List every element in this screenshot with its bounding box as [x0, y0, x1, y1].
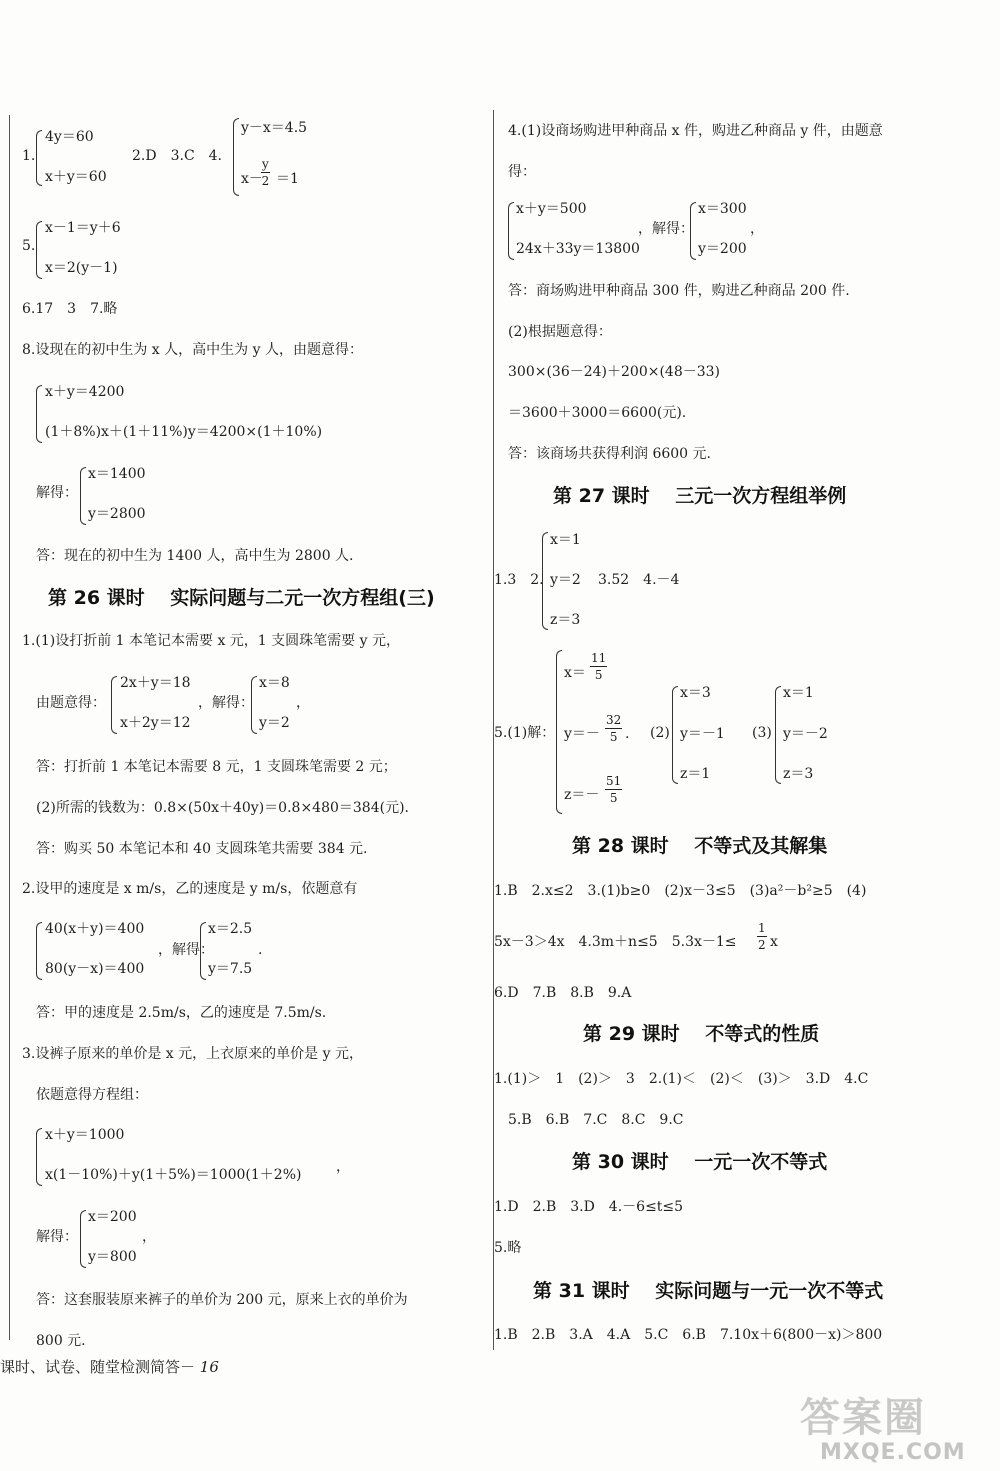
q8-intro: 8.设现在的初中生为 x 人，高中生为 y 人，由题意得：: [22, 342, 363, 358]
s27-q5-2-x: x＝3: [680, 685, 711, 701]
s27-q2-brace: [542, 532, 548, 630]
p1-tail: ，: [296, 695, 310, 711]
q8-solve-label: 解得：: [36, 485, 78, 501]
q1-eq2: x＋y＝60: [45, 169, 107, 185]
p4-intro2: 得：: [508, 164, 536, 180]
p4-tail: ，: [750, 221, 764, 237]
q4-eq2-left: x－: [241, 171, 263, 187]
footer-text: 课时、试卷、随堂检测简答－: [0, 1358, 196, 1376]
p4-sol1: x＝300: [698, 201, 747, 217]
q8-sol2: y＝2800: [88, 506, 146, 522]
p1-eq2: x＋2y＝12: [120, 715, 191, 731]
p1-brace: [111, 676, 117, 734]
s28-line3: 6.D 7.B 8.B 9.A: [494, 985, 632, 1001]
p3-brace: [36, 1128, 42, 1186]
q4-eq2-right: ＝1: [276, 171, 299, 187]
q4-frac-num: y: [262, 157, 269, 171]
s27-q5-2-y: y＝－1: [680, 726, 725, 742]
p2-answer: 答：甲的速度是 2.5m/s，乙的速度是 7.5m/s.: [36, 1005, 327, 1021]
s27-q5-3-y: y＝－2: [783, 726, 828, 742]
lesson-31-heading: 第 31 课时 实际问题与一元一次不等式: [533, 1280, 884, 1302]
s28-line1: 1.B 2.x≤2 3.(1)b≥0 (2)x－3≤5 (3)a²－b²≥5 (4): [494, 883, 867, 899]
p1-part2: (2)所需的钱数为：0.8×(50x＋40y)＝0.8×480＝384(元).: [36, 800, 409, 816]
s30-line1: 1.D 2.B 3.D 4.－6≤t≤5: [494, 1199, 684, 1215]
q8-sol1: x＝1400: [88, 466, 146, 482]
q8-answer: 答：现在的初中生为 1400 人，高中生为 2800 人.: [36, 548, 354, 564]
watermark-logo: [800, 1386, 926, 1443]
q4-frac-den: 2: [261, 174, 270, 188]
p3-intro: 3.设裤子原来的单价是 x 元，上衣原来的单价是 y 元，: [22, 1046, 363, 1062]
p3-intro2: 依题意得方程组：: [36, 1087, 148, 1103]
q8-solution-brace: [80, 467, 86, 525]
lesson-28-heading: 第 28 课时 不等式及其解集: [572, 835, 828, 857]
p3-tail2: ，: [142, 1229, 156, 1245]
p3-solve-label: 解得：: [36, 1229, 78, 1245]
p4-intro: 4.(1)设商场购进甲种商品 x 件，购进乙种商品 y 件，由题意: [508, 123, 883, 139]
q1-number: 1.: [22, 148, 36, 164]
p1-answer1: 答：打折前 1 本笔记本需要 8 元，1 支圆珠笔需要 2 元；: [36, 759, 397, 775]
q5-eq1: x－1＝y＋6: [45, 220, 121, 236]
s27-q5-y-num: 32: [606, 713, 622, 727]
p4-solve-label: ，解得：: [638, 221, 694, 237]
lesson-26-heading: 第 26 课时 实际问题与二元一次方程组(三): [48, 587, 435, 609]
s28-line2a: 5x－3＞4x 4.3m＋n≤5 5.3x－1≤: [494, 934, 737, 950]
p1-sol1: x＝8: [259, 675, 290, 691]
q8-eq2: (1＋8%)x＋(1＋11%)y＝4200×(1＋10%): [45, 424, 323, 440]
p4-calc2: ＝3600＋3000＝6600(元).: [508, 405, 687, 421]
q4-brace: [233, 118, 239, 196]
page-footer: [0, 1356, 219, 1377]
s29-line2: 5.B 6.B 7.C 8.C 9.C: [508, 1112, 684, 1128]
p2-sol2: y＝7.5: [208, 961, 253, 977]
p2-sol1: x＝2.5: [208, 921, 253, 937]
s27-q5-x-label: x＝: [564, 665, 586, 681]
watermark-url-text: MXQE.COM: [820, 1440, 966, 1465]
p3-answer2: 800 元.: [36, 1333, 86, 1349]
p1-intro: 1.(1)设打折前 1 本笔记本需要 x 元，1 支圆珠笔需要 y 元，: [22, 633, 400, 649]
q1-brace: [36, 130, 42, 186]
p2-intro: 2.设甲的速度是 x m/s，乙的速度是 y m/s，依题意有: [22, 881, 358, 897]
p1-sol2: y＝2: [259, 715, 290, 731]
p4-brace: [508, 202, 514, 260]
q5-number: 5.: [22, 238, 36, 254]
s27-q5-3-x: x＝1: [783, 685, 814, 701]
p3-tail: ，: [336, 1159, 350, 1175]
p2-tail: .: [258, 942, 263, 958]
lesson-30-heading: 第 30 课时 一元一次不等式: [572, 1151, 828, 1173]
q6-7-answers: 6.17 3 7.略: [22, 301, 118, 317]
q4-eq1: y－x＝4.5: [241, 120, 308, 136]
p3-eq1: x＋y＝1000: [45, 1127, 125, 1143]
s27-q5-y-tail: .: [625, 726, 630, 742]
s27-q5-brace: [556, 650, 562, 814]
q5-eq2: x＝2(y－1): [45, 260, 118, 276]
p4-answer2: 答：该商场共获得利润 6600 元.: [508, 446, 711, 462]
p2-solution-brace: [200, 922, 206, 980]
p4-solution-brace: [690, 202, 696, 260]
s28-frac-num: 1: [758, 921, 766, 935]
s27-q5-y-label: y＝－: [564, 726, 600, 742]
s27-q5-2-z: z＝1: [680, 766, 711, 782]
s27-q5-x-frac: [590, 652, 607, 681]
q1-eq1: 4y＝60: [45, 129, 94, 145]
s27-q5-2-label: (2): [650, 725, 670, 741]
p1-eq1: 2x＋y＝18: [120, 675, 191, 691]
p2-solve-label: ，解得：: [158, 942, 214, 958]
q8-brace: [36, 385, 42, 443]
s30-line2: 5.略: [494, 1240, 522, 1256]
s28-line2b: x: [770, 934, 778, 950]
s27-q5-z-num: 51: [606, 774, 622, 788]
p2-eq1: 40(x＋y)＝400: [45, 921, 145, 937]
p4-answer1: 答：商场购进甲种商品 300 件，购进乙种商品 200 件.: [508, 283, 850, 299]
s27-q5-2-brace: [672, 686, 678, 784]
p4-calc1: 300×(36－24)＋200×(48－33): [508, 364, 721, 380]
p4-part2: (2)根据题意得：: [508, 324, 612, 340]
watermark-url: [820, 1440, 966, 1465]
q2-4-answers: 2.D 3.C 4.: [132, 148, 223, 164]
s28-frac-den: 2: [758, 938, 766, 952]
s28-fraction: [757, 922, 767, 951]
lesson-27-heading: 第 27 课时 三元一次方程组举例: [553, 485, 847, 507]
s27-q5-label: 5.(1)解：: [494, 725, 556, 741]
p3-solution-brace: [80, 1210, 86, 1268]
s29-line1: 1.(1)＞ 1 (2)＞ 3 2.(1)＜ (2)＜ (3)＞ 3.D 4.C: [494, 1071, 869, 1087]
s27-q5-y-den: 5: [609, 730, 618, 744]
s27-q5-z-label: z＝－: [564, 787, 600, 803]
p4-sol2: y＝200: [698, 241, 747, 257]
s27-mid: 3.52 4.－4: [598, 572, 680, 588]
s27-q5-z-den: 5: [609, 791, 618, 805]
s27-q5-3-brace: [775, 686, 781, 784]
q4-fraction: [261, 158, 270, 187]
s27-q5-z-frac: [605, 775, 622, 804]
s31-line1: 1.B 2.B 3.A 4.A 5.C 6.B 7.10x＋6(800－x)＞800: [494, 1327, 883, 1343]
s27-q5-y-frac: [605, 714, 622, 743]
s27-q5-x-num: 11: [591, 651, 607, 665]
left-margin-rule: [9, 115, 10, 1340]
p3-answer1: 答：这套服装原来裤子的单价为 200 元，原来上衣的单价为: [36, 1292, 408, 1308]
p2-brace: [36, 922, 42, 980]
p1-solution-brace: [251, 676, 257, 734]
p2-eq2: 80(y－x)＝400: [45, 961, 145, 977]
p4-eq2: 24x＋33y＝13800: [516, 241, 640, 257]
s27-q2-z: z＝3: [550, 612, 581, 628]
s27-q5-3-z: z＝3: [783, 766, 814, 782]
lesson-29-heading: 第 29 课时 不等式的性质: [583, 1023, 820, 1045]
page-number: 16: [199, 1358, 219, 1376]
s27-q2-y: y＝2: [550, 572, 581, 588]
p3-eq2: x(1－10%)＋y(1＋5%)＝1000(1＋2%): [45, 1167, 302, 1183]
q8-eq1: x＋y＝4200: [45, 384, 125, 400]
p1-answer2: 答：购买 50 本笔记本和 40 支圆珠笔共需要 384 元.: [36, 841, 368, 857]
s27-pre: 1.3 2.: [494, 572, 544, 588]
s27-q5-x-den: 5: [594, 668, 603, 682]
s27-q5-3-label: (3): [752, 725, 772, 741]
p3-sol2: y＝800: [88, 1249, 137, 1265]
watermark-logo-text: 答案圈: [800, 1395, 926, 1441]
p1-lead: 由题意得：: [36, 695, 106, 711]
p4-eq1: x＋y＝500: [516, 201, 587, 217]
q5-brace: [36, 221, 42, 279]
s27-q2-x: x＝1: [550, 532, 581, 548]
p3-sol1: x＝200: [88, 1209, 137, 1225]
p1-solve-label: ，解得：: [198, 695, 254, 711]
